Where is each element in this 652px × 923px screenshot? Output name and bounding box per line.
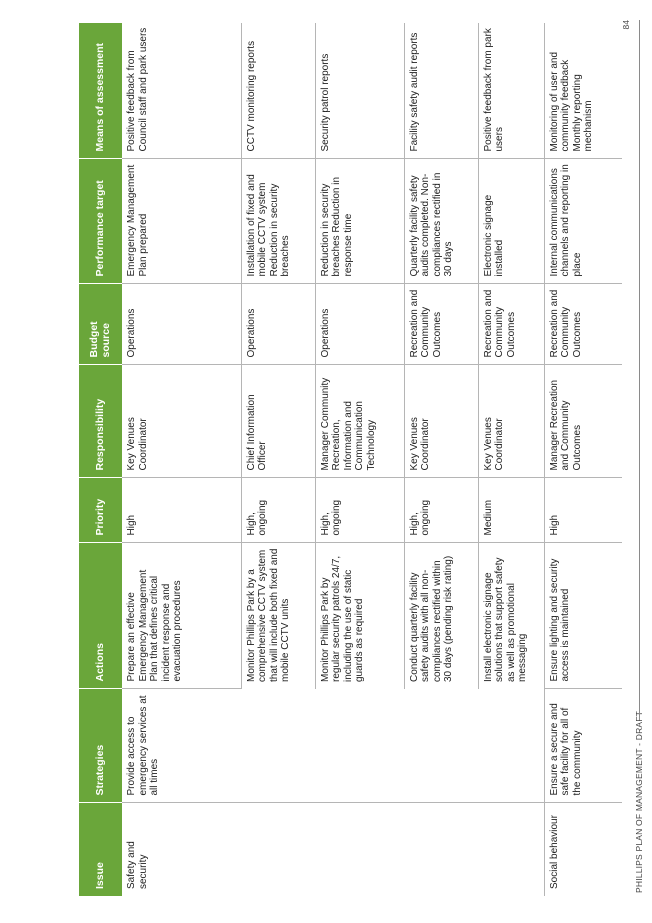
cell-means: Monitoring of user and community feedback Monthly reporting mechanism xyxy=(544,23,622,159)
cell-action: Ensure lighting and security access is maintained xyxy=(544,543,622,689)
cell-means: Positive feedback from Council staff and park users xyxy=(122,23,241,159)
cell-responsibility: Key Venues Coordinator xyxy=(122,365,241,478)
header-performance-target: Performance target xyxy=(79,159,122,284)
header-priority: Priority xyxy=(79,478,122,543)
cell-responsibility: Manager Recreation and Community Outcomes xyxy=(544,365,622,478)
cell-issue: Social behaviour xyxy=(544,803,622,896)
cell-responsibility: Key Venues Coordinator xyxy=(404,365,478,478)
cell-action: Conduct quarterly facility safety audits with all non-compliances rectified within 30 days (pending risk rating) xyxy=(404,543,478,689)
cell-responsibility: Manager Community Recreation, Information and Communication Technology xyxy=(315,365,404,478)
cell-issue: Safety and security xyxy=(126,841,149,889)
header-strategies: Strategies xyxy=(79,689,122,803)
cell-strategy: Provide access to emergency services at all times xyxy=(122,689,544,803)
header-responsibility: Responsibility xyxy=(79,365,122,478)
cell-action: Monitor Phillips Park by a comprehensive CCTV system that will include both fixed and mobile CCTV units xyxy=(241,543,315,689)
cell-means: Facility safety audit reports xyxy=(404,23,478,159)
cell-performance: Electronic signage installed xyxy=(478,159,544,284)
header-budget-source: Budget source xyxy=(79,284,122,365)
cell-priority: High xyxy=(544,478,622,543)
cell-performance: Quarterly facility safety audits completed. Non-compliances rectified in 30 days xyxy=(404,159,478,284)
cell-means: Security patrol reports xyxy=(315,23,404,159)
page-number: 84 xyxy=(621,20,631,30)
table-row xyxy=(544,23,622,896)
cell-performance: Installation of fixed and mobile CCTV system Reduction in security breaches xyxy=(241,159,315,284)
cell-means: CCTV monitoring reports xyxy=(241,23,315,159)
cell-responsibility: Chief Information Officer xyxy=(241,365,315,478)
header-actions: Actions xyxy=(79,543,122,689)
cell-budget: Operations xyxy=(241,284,315,365)
cell-priority: High xyxy=(122,478,241,543)
header-issue: Issue xyxy=(79,803,122,896)
cell-action: Install electronic signage solutions that support safety as well as promotional messaging xyxy=(478,543,544,689)
cell-action: Monitor Phillips Park by regular security patrols 24/7, including the use of static guards as required xyxy=(315,543,404,689)
footer-divider xyxy=(639,20,640,720)
table-row xyxy=(122,23,241,896)
cell-performance: Emergency Management Plan prepared xyxy=(122,159,241,284)
cell-budget: Operations xyxy=(315,284,404,365)
cell-means: Positive feedback from park users xyxy=(478,23,544,159)
cell-performance: Reduction in security breaches Reduction in response time xyxy=(315,159,404,284)
plan-table xyxy=(79,23,622,896)
cell-budget: Recreation and Community Outcomes xyxy=(544,284,622,365)
table-header-row xyxy=(79,23,122,896)
footer-document-title: PHILLIPS PLAN OF MANAGEMENT - DRAFT xyxy=(634,710,644,893)
header-means-of-assessment: Means of assessment xyxy=(79,23,122,159)
cell-priority: High, ongoing xyxy=(241,478,315,543)
cell-budget: Recreation and Community Outcomes xyxy=(478,284,544,365)
cell-budget: Operations xyxy=(122,284,241,365)
cell-strategy: Ensure a secure and safe facility for all of the community xyxy=(544,689,622,803)
cell-performance: Internal communications channels and reporting in place xyxy=(544,159,622,284)
cell-priority: High, ongoing xyxy=(404,478,478,543)
cell-responsibility: Key Venues Coordinator xyxy=(478,365,544,478)
cell-priority: Medium xyxy=(478,478,544,543)
cell-action: Prepare an effective Emergency Management Plan that defines critical incident response and evacuation procedures xyxy=(122,543,241,689)
cell-budget: Recreation and Community Outcomes xyxy=(404,284,478,365)
cell-priority: High, ongoing xyxy=(315,478,404,543)
